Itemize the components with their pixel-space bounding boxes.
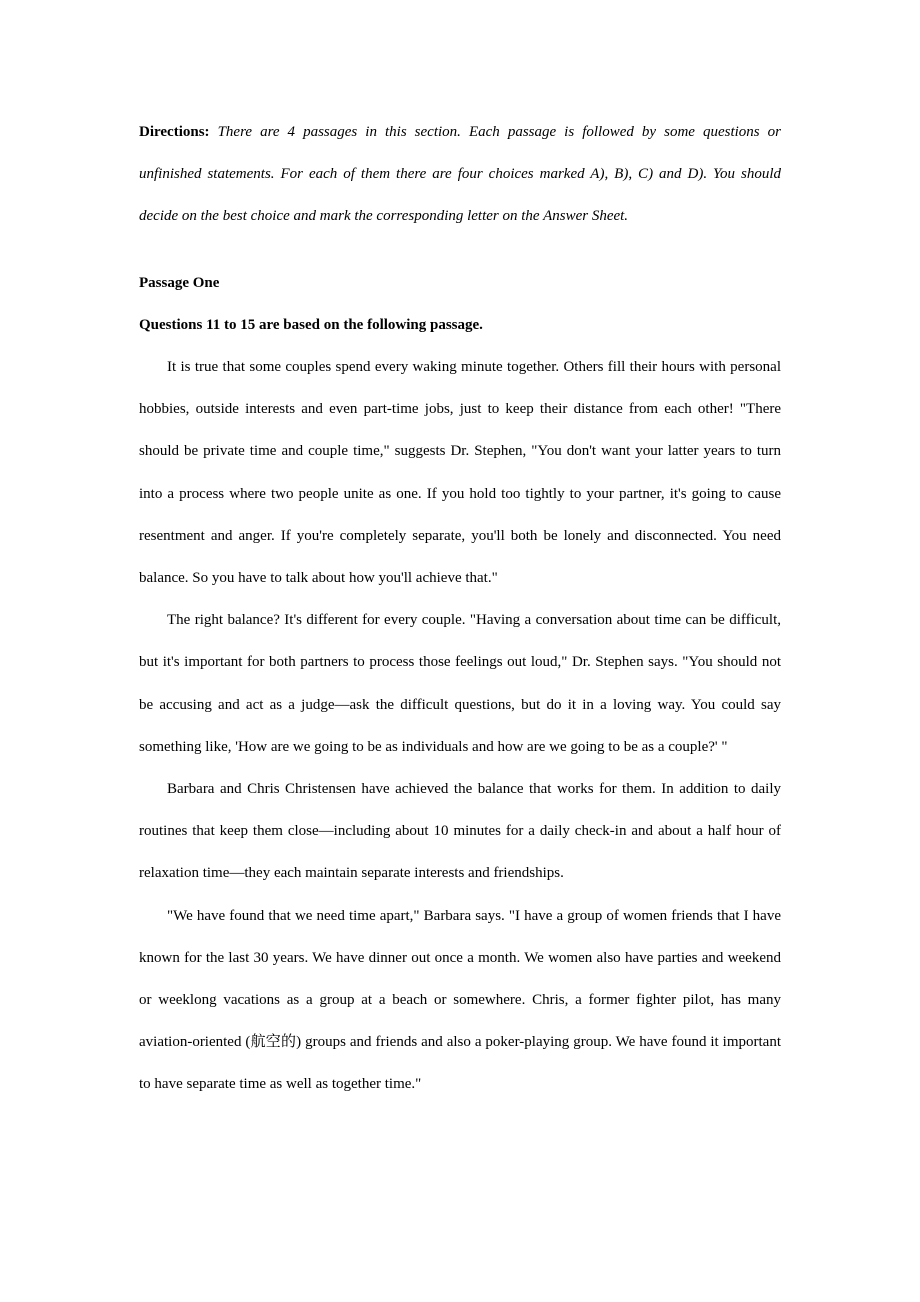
directions-text: There are 4 passages in this section. Each passage is followed by some questions or unfinished statements. For each of them there are four choices marked A), B), C) and D). You should decide on the best choice and mark the corresponding letter on the Answer Sheet. [139, 124, 782, 225]
passage-paragraph: Barbara and Chris Christensen have achieved the balance that works for them. In addition to daily routines that keep them close—including about 10 minutes for a daily check-in and about a half hour of relaxation time—they each maintain separate interests and friendships. [139, 781, 781, 882]
passage-paragraph: The right balance? It's different for every couple. "Having a conversation about time can be difficult, but it's important for both partners to process those feelings out loud," Dr. Stephen says. "You should not be accusing and act as a judge—ask the difficult questions, but do it in a loving way. You could say something like, 'How are we going to be as individuals and how are we going to be as a couple?' " [139, 612, 781, 755]
passage-paragraph: "We have found that we need time apart," Barbara says. "I have a group of women friends that I have known for the last 30 years. We have dinner out once a month. We women also have parties and weekend or weeklong vacations as a group at a beach or somewhere. Chris, a former fighter pilot, has many aviation-oriented (航空的) groups and friends and also a poker-playing group. We have found it important to have separate time as well as together time." [139, 907, 781, 1093]
document-page [139, 111, 781, 1106]
directions-label: Directions: [139, 124, 210, 140]
passage-title: Passage One [139, 274, 220, 291]
passage-paragraph: It is true that some couples spend every waking minute together. Others fill their hours with personal hobbies, outside interests and even part-time jobs, just to keep their distance from each other! "There should be private time and couple time," suggests Dr. Stephen, "You don't want your latter years to turn into a process where two people unite as one. If you hold too tightly to your partner, it's going to cause resentment and anger. If you're completely separate, you'll both be lonely and disconnected. You need balance. So you have to talk about how you'll achieve that." [139, 359, 781, 587]
directions-block [139, 111, 781, 238]
questions-note: Questions 11 to 15 are based on the following passage. [139, 316, 483, 333]
